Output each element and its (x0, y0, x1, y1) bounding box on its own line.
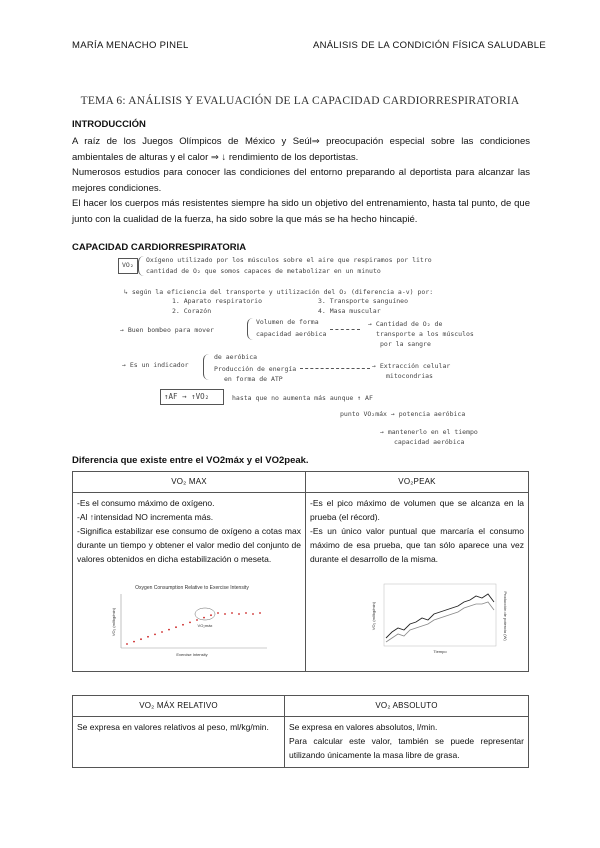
note-l9: punto VO₂máx → potencia aeróbica (340, 410, 466, 418)
table1-col1-line-2: -Al ↑intensidad NO incrementa más. (77, 512, 214, 522)
table2-col2-head: VO₂ ABSOLUTO (285, 696, 529, 717)
fig1-ylabel: VO₂ (ml/kg/min) (111, 607, 116, 637)
fig1-plateau-circle (195, 608, 215, 620)
table2-col2-line-2: Para calcular este valor, también se puede representar utilizando únicamente la masa libre de grasa. (289, 736, 524, 760)
table2-col2-cell (285, 717, 529, 768)
fig1-points (126, 612, 261, 645)
fig1-point (203, 617, 205, 619)
table1-col1-line-1: -Es el consumo máximo de oxígeno. (77, 498, 215, 508)
fig1-point (182, 624, 184, 626)
page-title: TEMA 6: ANÁLISIS Y EVALUACIÓN DE LA CAPACIDAD CARDIORRESPIRATORIA (80, 95, 520, 107)
intro-paragraph-2: Numerosos estudios para conocer las condiciones del entorno preparando al deportista para alcanzar las mejores condiciones. (72, 167, 530, 194)
vo2-units-table (72, 695, 529, 768)
note-l8a: ↑AF → ↑VO₂ (164, 392, 210, 401)
fig1-point (231, 612, 233, 614)
note-l6b: Volumen de forma (256, 318, 319, 326)
fig1-point (133, 641, 135, 643)
fig1-point (252, 613, 254, 615)
intro-body (72, 134, 530, 227)
fig1-point (175, 626, 177, 628)
note-l6d: → Cantidad de O₂ de (368, 320, 443, 328)
note-l4a: 1. Aparato respiratorio (172, 297, 263, 305)
note-l5b: 4. Masa muscular (318, 307, 381, 315)
note-l6e: transporte a los músculos (376, 330, 474, 338)
intro-heading: INTRODUCCIÓN (72, 119, 146, 130)
note-box-2 (160, 389, 224, 405)
fig1-annotation: VO₂máx (197, 623, 213, 628)
table2-col1-text: Se expresa en valores relativos al peso, ml/kg/min. (77, 722, 269, 732)
fig1-point (196, 619, 198, 621)
note-l6f: por la sangre (380, 340, 431, 348)
note-l8b: hasta que no aumenta más aunque ↑ AF (232, 394, 373, 402)
table2-col2-line-1: Se expresa en valores absolutos, l/min. (289, 722, 438, 732)
table1-col1-line-3: -Significa estabilizar ese consumo de oxígeno a cotas max durante un tiempo y obtener el valor medio del conjunto de valores obtenidos en dicha estabilización o meseta. (77, 526, 301, 564)
note-l7f: mitocondrias (386, 372, 433, 380)
vo2-box (118, 258, 138, 274)
note-l7c: Producción de energía (214, 365, 297, 373)
fig1-point (168, 629, 170, 631)
note-l6a: → Buen bombeo para mover (120, 326, 214, 334)
note-l3: ↳ según la eficiencia del transporte y utilización del O₂ (diferencia a-v) por: (124, 288, 434, 296)
note-l5a: 2. Corazón (172, 307, 212, 315)
fig1-point (147, 636, 149, 638)
note-l6c: capacidad aeróbica (256, 330, 327, 338)
note-l7e: → Extracción celular (372, 362, 451, 370)
fig2-series-power (386, 602, 494, 642)
vo2-box-label: VO₂ (122, 261, 134, 269)
note-arrow-1 (330, 329, 360, 330)
vo2max-figure (107, 582, 277, 658)
header-author: MARÍA MENACHO PINEL (72, 40, 189, 51)
table1-caption: Diferencia que existe entre el VO2máx y el VO2peak. (72, 455, 309, 466)
vo2-comparison-table (72, 471, 529, 672)
fig1-point (126, 643, 128, 645)
note-def2: cantidad de O₂ que somos capaces de metabolizar en un minuto (146, 267, 381, 275)
note-def1: Oxígeno utilizado por los músculos sobre el aire que respiramos por litro (146, 256, 432, 264)
fig1-point (210, 614, 212, 616)
vo2peak-figure (370, 580, 510, 656)
table1-col1-text (77, 496, 301, 566)
table1-col2-text (310, 496, 524, 566)
fig1-point (154, 634, 156, 636)
fig1-point (259, 612, 261, 614)
fig1-point (224, 613, 226, 615)
table1-col2-cell (306, 493, 529, 672)
cardio-heading: CAPACIDAD CARDIORRESPIRATORIA (72, 242, 247, 253)
intro-paragraph-3: El hacer los cuerpos más resistentes siempre ha sido un objetivo del entrenamiento, hasta tal punto, de que junto con la cualidad de la fuerza, ha sido sobre la que más se ha hecho hincapié. (72, 198, 530, 225)
intro-paragraph-1: A raíz de los Juegos Olímpicos de México y Seúl⇒ preocupación especial sobre las condiciones ambientales de alturas y el calor ⇒ ↓ rendimiento de los deportistas. (72, 136, 530, 163)
brace-3 (203, 354, 212, 380)
note-l7b: de aeróbica (214, 353, 258, 361)
fig2-ylabel-left: VO₂ (ml/kg/min) (371, 601, 376, 631)
fig2-ylabel-right: Producción de potencia (W) (503, 591, 508, 641)
fig1-point (238, 613, 240, 615)
table2-col1-head: VO₂ MÁX RELATIVO (73, 696, 285, 717)
table1-col1-head: VO₂ MAX (73, 472, 306, 493)
table1-col2-head: VO₂PEAK (306, 472, 529, 493)
fig2-xlabel: Tiempo (433, 649, 447, 654)
table2-col1-cell (73, 717, 285, 768)
note-l11: capacidad aeróbica (394, 438, 465, 446)
table2-col2-text (289, 720, 524, 762)
table1-col1-cell (73, 493, 306, 672)
note-l10: → mantenerlo en el tiempo (380, 428, 478, 436)
fig1-point (189, 622, 191, 624)
fig1-point (217, 612, 219, 614)
fig1-xlabel: Exercise Intensity (176, 652, 208, 657)
header-subject: ANÁLISIS DE LA CONDICIÓN FÍSICA SALUDABLE (313, 40, 546, 51)
brace-2 (247, 318, 256, 340)
fig1-point (245, 612, 247, 614)
fig1-point (140, 638, 142, 640)
fig1-title: Oxygen Consumption Relative to Exercise Intensity (135, 585, 249, 591)
fig2-frame (384, 584, 496, 646)
table1-col2-line-2: -Es un único valor puntual que marcaría el consumo máximo de esa prueba, que tan sólo aparece una vez durante el desarrollo de la misma. (310, 526, 524, 564)
note-l7a: → Es un indicador (122, 361, 189, 369)
fig1-point (161, 631, 163, 633)
note-l4b: 3. Transporte sanguíneo (318, 297, 409, 305)
note-l7d: en forma de ATP (224, 375, 283, 383)
fig2-series-vo2 (386, 594, 494, 638)
note-arrow-2 (300, 368, 370, 369)
table1-col2-line-1: -Es el pico máximo de volumen que se alcanza en la prueba (el récord). (310, 498, 524, 522)
